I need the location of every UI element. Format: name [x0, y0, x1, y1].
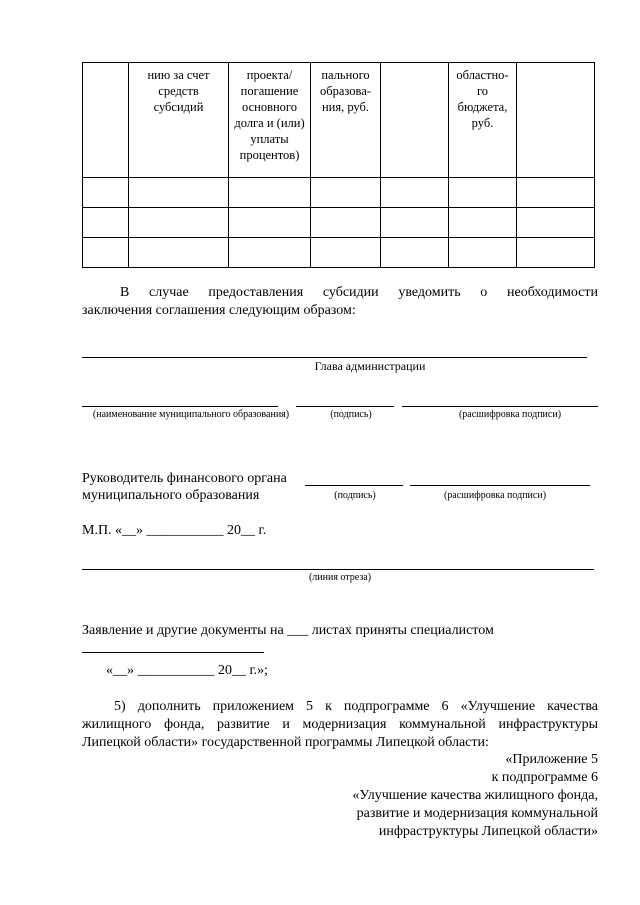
table-header-cell [517, 63, 595, 178]
appendix-line-4: развитие и модернизация коммунальной [356, 806, 598, 821]
appendix-line-1: «Приложение 5 [505, 752, 598, 767]
appendix-line-5: инфраструктуры Липецкой области» [378, 824, 598, 839]
amendment-line-3: Липецкой области» государственной программы Липецкой области: [82, 735, 489, 750]
amendment-line-1: 5) дополнить приложением 5 к подпрограмме 6 «Улучшение качества [114, 699, 598, 714]
caption-municipality: (наименование муниципального образования) [92, 409, 290, 420]
notice-line-2: заключения соглашения следующим образом: [82, 303, 356, 318]
notice-line-1: В случае предоставления субсидии уведомить о необходимости [120, 285, 598, 300]
table-header-cell: областно-го бюджета, руб. [449, 63, 517, 178]
subsidy-table [82, 62, 595, 268]
table-header-cell [381, 63, 449, 178]
finance-transcript-line [410, 485, 590, 486]
stamp-date-line: М.П. «__» ___________ 20__ г. [82, 523, 267, 538]
transcript-line [402, 406, 598, 407]
appendix-line-2: к подпрограмме 6 [491, 770, 598, 785]
signature-line [296, 406, 394, 407]
head-admin-label: Глава администрации [314, 359, 426, 373]
received-date: «__» ___________ 20__ г.»; [106, 663, 269, 678]
finance-line-1: Руководитель финансового органа [82, 471, 287, 486]
head-admin-line [82, 357, 587, 358]
municipality-line [82, 406, 278, 407]
appendix-line-3: «Улучшение качества жилищного фонда, [352, 788, 598, 803]
table-header-cell: проекта/ погашение основного долга и (или) уплаты процентов) [229, 63, 311, 178]
received-line: Заявление и другие документы на ___ листах приняты специалистом [82, 623, 494, 638]
caption-transcript: (расшифровка подписи) [458, 409, 562, 420]
finance-line-2: муниципального образования [82, 488, 260, 503]
table-row [83, 178, 595, 208]
table-row [83, 238, 595, 268]
table-header-cell [83, 63, 129, 178]
amendment-line-2: жилищного фонда, развитие и модернизация коммунальной инфраструктуры [82, 717, 598, 732]
finance-signature-line [305, 485, 403, 486]
finance-caption-signature: (подпись) [334, 490, 376, 501]
caption-signature: (подпись) [330, 409, 372, 420]
table-header-cell: нию за счет средств субсидий [129, 63, 229, 178]
table-row [83, 208, 595, 238]
finance-caption-transcript: (расшифровка подписи) [443, 490, 547, 501]
specialist-line [82, 652, 264, 653]
table-header-cell: пального образова-ния, руб. [311, 63, 381, 178]
cut-line-caption: (линия отреза) [308, 572, 372, 583]
cut-line [82, 569, 594, 570]
table-header-row [83, 63, 595, 178]
